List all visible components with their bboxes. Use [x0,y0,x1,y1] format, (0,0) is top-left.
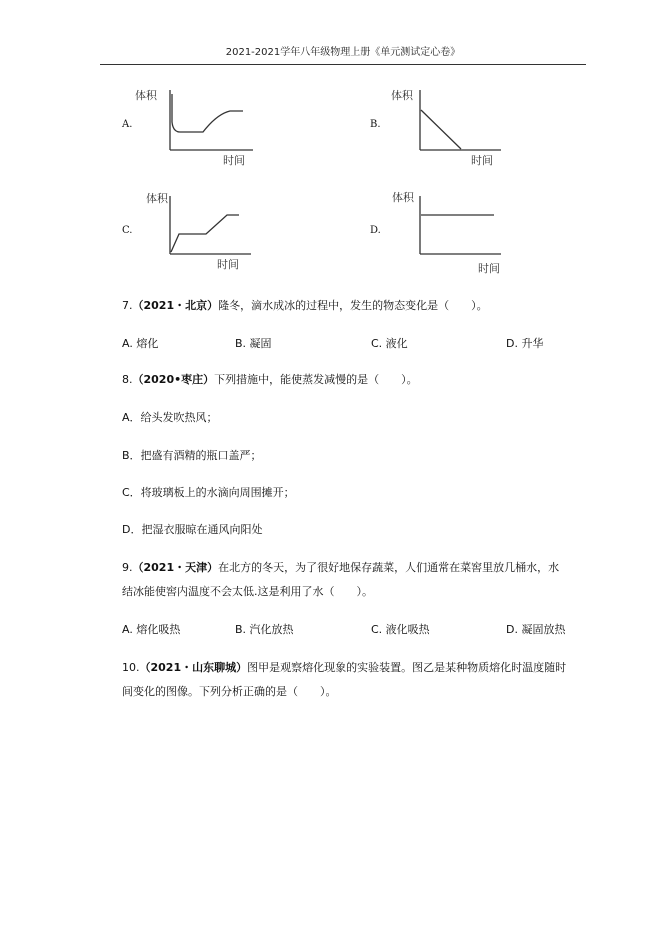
graph-c [143,188,253,272]
question-9 [122,560,587,576]
graph-c-curve [171,215,239,252]
question-8-option-d: D．把湿衣服晾在通风向阳处 [122,523,263,536]
question-8-source: （2020•枣庄） [132,373,215,386]
question-10-line2: 间变化的图像。下列分析正确的是（ ）。 [122,685,337,698]
question-7-option-b: B. 凝固 [235,337,272,350]
graph-a-svg [135,84,255,167]
header-rule [100,64,586,65]
question-8-option-a: A．给头发吹热风； [122,411,218,424]
graph-a-letter: A. [122,119,133,130]
question-7-number: 7. [122,299,133,312]
question-9-number: 9. [122,561,133,574]
question-9-option-c: C. 液化吸热 [371,623,430,636]
graph-b-ylabel: 体积 [391,89,413,102]
graph-a-ylabel: 体积 [135,89,157,102]
question-8-text: 下列措施中，能使蒸发减慢的是（ ）。 [214,373,418,386]
question-9-source: （2021・天津） [132,561,219,574]
graph-d [393,188,503,276]
graph-d-xlabel: 时间 [478,262,500,275]
graph-a [135,84,255,167]
question-8 [122,372,587,388]
question-8-option-b: B．把盛有酒精的瓶口盖严； [122,449,262,462]
question-7-source: （2021・北京） [132,299,219,312]
question-7 [122,298,587,314]
question-10-source: （2021・山东聊城） [139,661,248,674]
question-7-option-a: A. 熔化 [122,337,159,350]
graph-c-ylabel: 体积 [146,192,168,205]
graph-d-ylabel: 体积 [392,191,414,204]
question-9-option-a: A. 熔化吸热 [122,623,181,636]
graph-a-xlabel: 时间 [223,154,245,167]
page-header: 2021-2021学年八年级物理上册《单元测试定心卷》 [225,47,461,58]
graph-b-letter: B. [370,119,381,130]
graph-b-svg [393,84,503,166]
question-10 [122,660,587,676]
graph-b-xlabel: 时间 [471,154,493,167]
graph-b-line [421,110,461,149]
question-9-option-b: B. 汽化放热 [235,623,294,636]
graph-c-svg [143,188,253,272]
graph-b [393,84,503,166]
graph-a-curve [172,94,243,132]
question-10-number: 10. [122,661,140,674]
graph-d-letter: D. [370,225,381,236]
question-8-number: 8. [122,373,133,386]
graph-c-xlabel: 时间 [217,258,239,271]
question-9-option-d: D. 凝固放热 [506,623,566,636]
question-10-line1: 图甲是观察熔化现象的实验装置。图乙是某种物质熔化时温度随时 [247,661,567,674]
graph-c-letter: C. [122,225,133,236]
question-9-line2: 结冰能使窖内温度不会太低.这是利用了水（ ）。 [122,585,373,598]
question-8-option-c: C．将玻璃板上的水滴向周围摊开； [122,486,295,499]
question-9-line1: 在北方的冬天，为了很好地保存蔬菜，人们通常在菜窖里放几桶水，水 [218,561,560,574]
graph-d-svg [393,188,503,276]
question-7-option-d: D. 升华 [506,337,544,350]
question-7-option-c: C. 液化 [371,337,408,350]
question-7-text: 隆冬，滴水成冰的过程中，发生的物态变化是（ ）。 [218,299,488,312]
